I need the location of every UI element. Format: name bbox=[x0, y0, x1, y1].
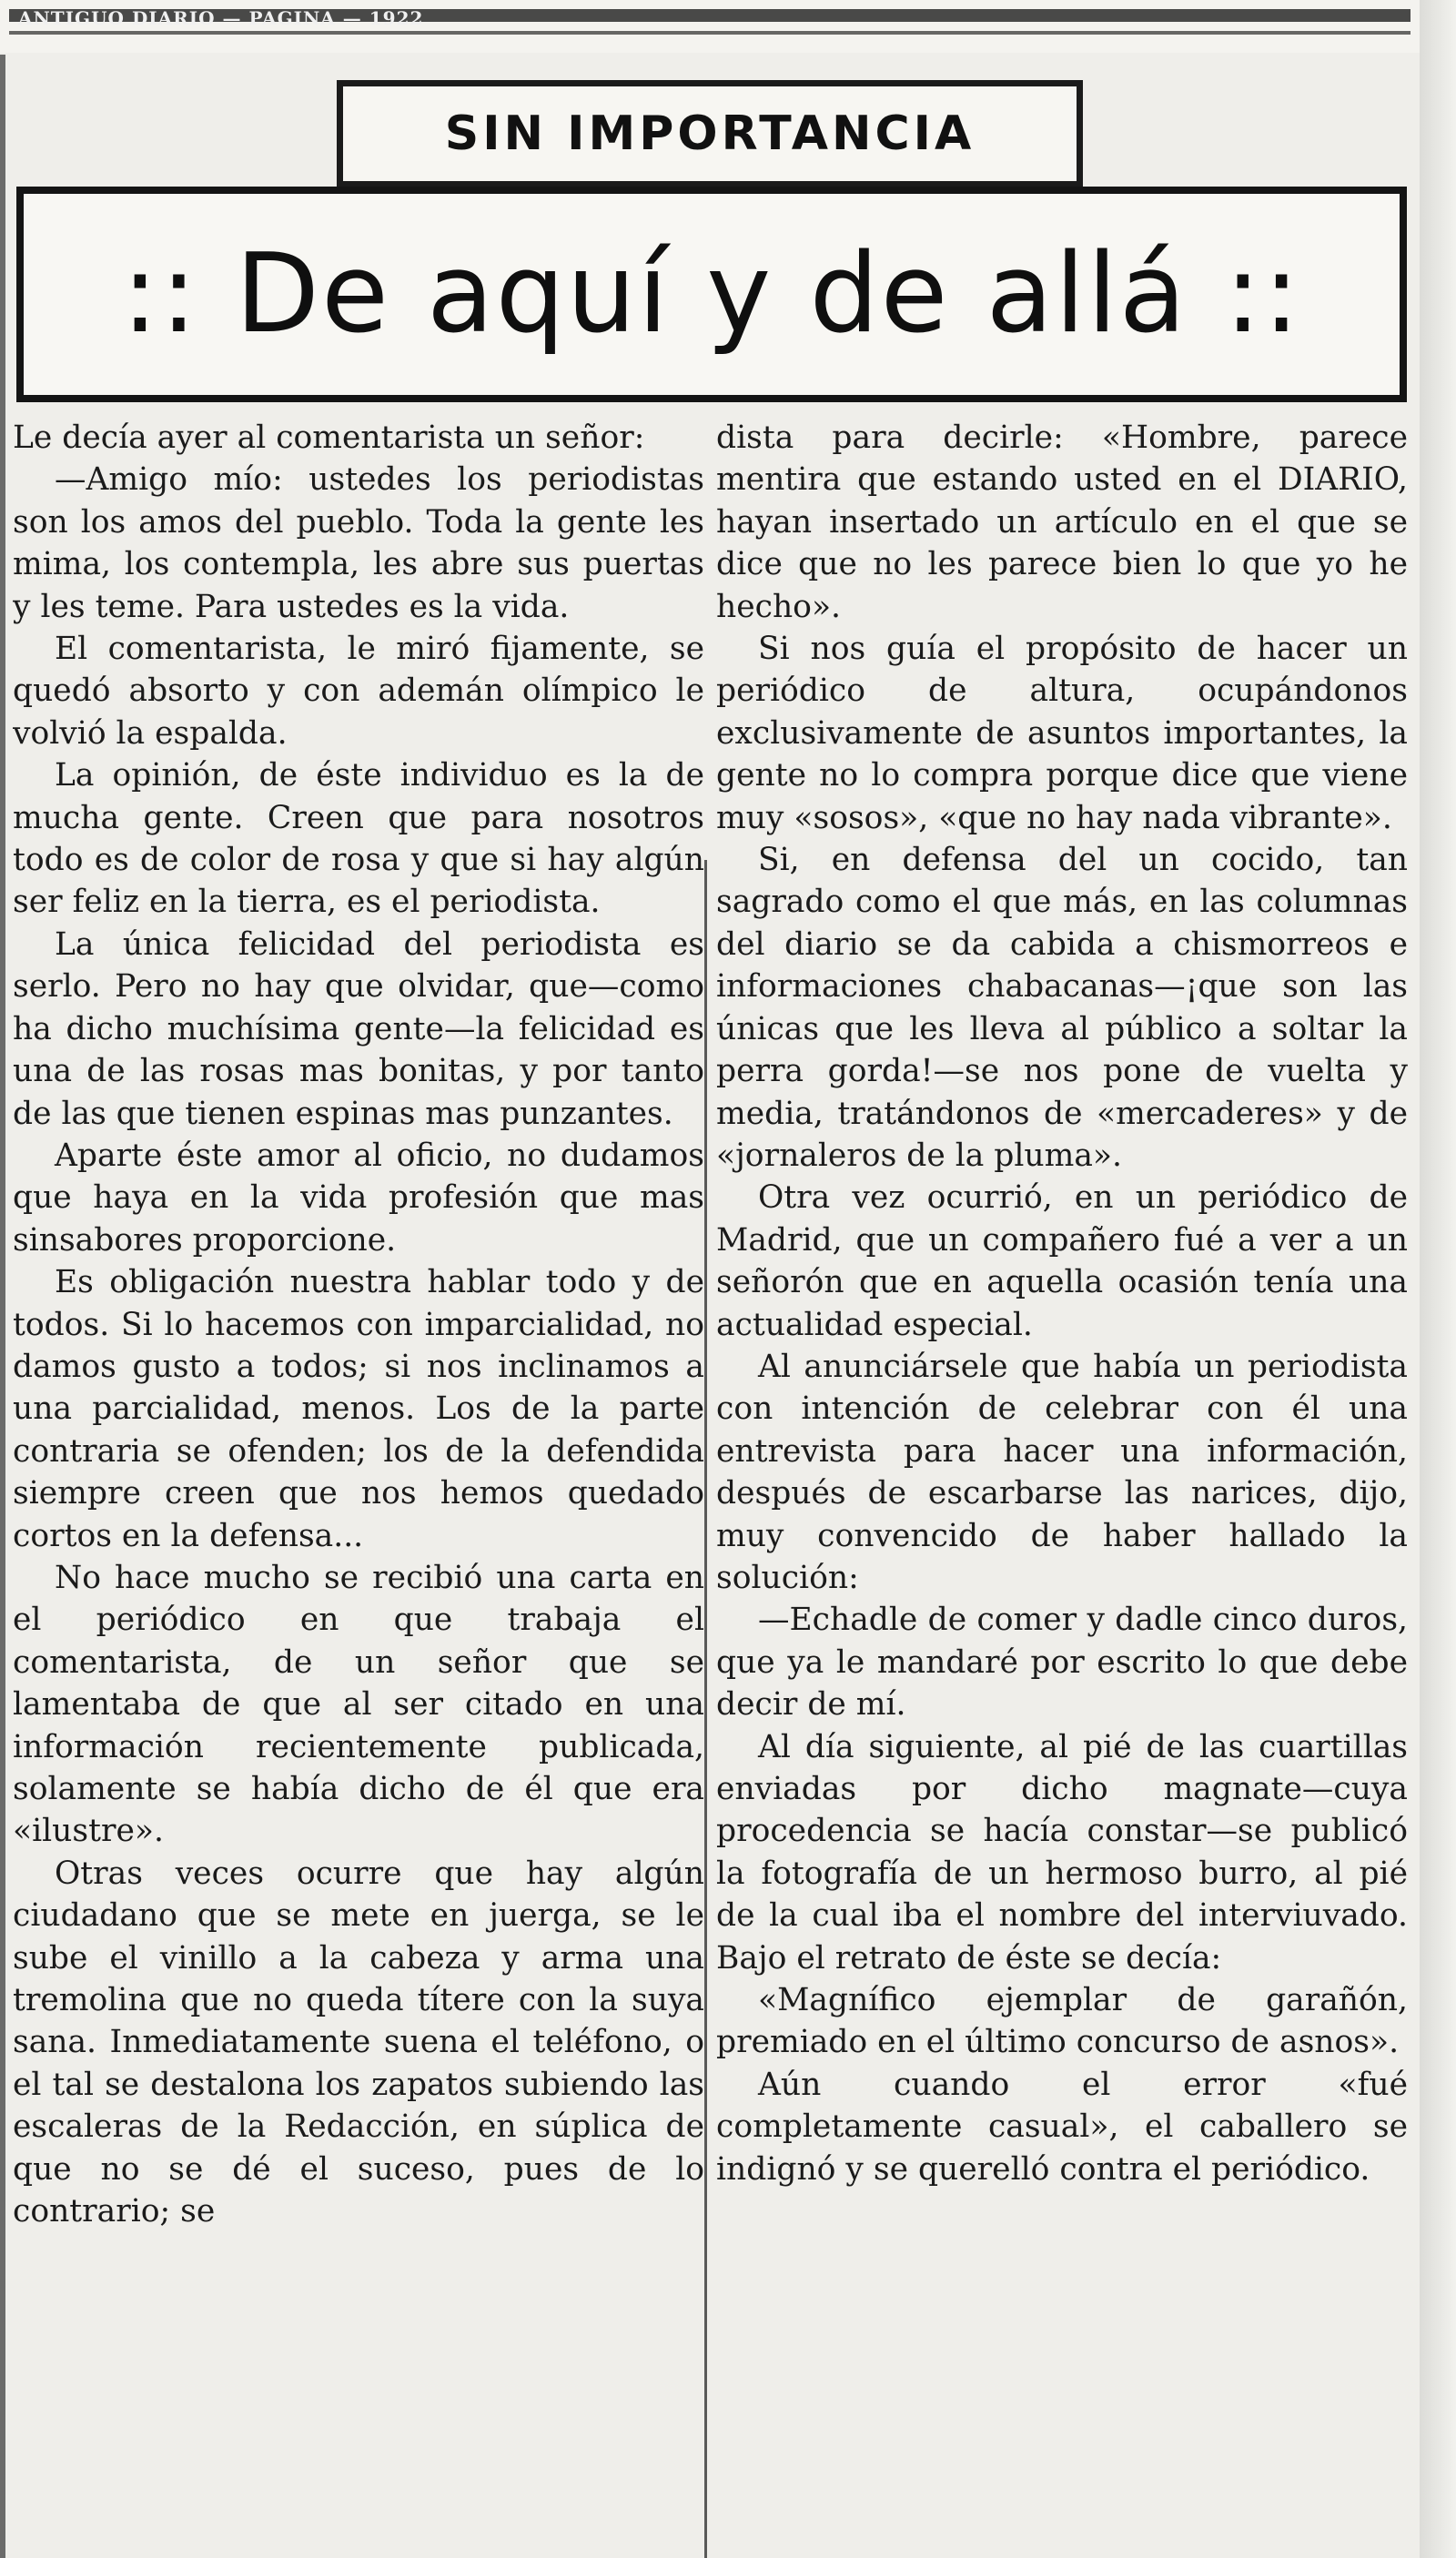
article-column-left bbox=[13, 417, 704, 2558]
headline-box bbox=[16, 187, 1407, 402]
paragraph: La única felicidad del periodista es serlo. Pero no hay que olvidar, que—como ha dicho muchísima gente—la felicidad es una de las rosas mas bonitas, y por tanto de las que tienen espinas mas punzantes. bbox=[13, 925, 704, 1132]
paragraph: La opinión, de éste individuo es la de mucha gente. Creen que para nosotros todo es de color de rosa y que si hay algún ser feliz en la tierra, es el periodista. bbox=[13, 757, 704, 921]
paragraph: Le decía ayer al comentarista un señor: bbox=[13, 420, 645, 456]
section-kicker-box bbox=[337, 80, 1083, 187]
paragraph: Aparte éste amor al oficio, no dudamos que haya en la vida profesión que mas sinsabores proporcione. bbox=[13, 1137, 704, 1259]
article-column-right bbox=[716, 417, 1408, 2558]
paragraph: Otras veces ocurre que hay algún ciudadano que se mete en juerga, se le sube el vinillo a la cabeza y arma una tremolina que no queda títere con la suya sana. Inmediatamente suena el teléfono, o el tal se destalona los zapatos subiendo las escaleras de la Redacción, en súplica de que no se dé el suceso, pues de lo contrario; se bbox=[13, 1855, 704, 2230]
paragraph: Si nos guía el propósito de hacer un periódico de altura, ocupándonos exclusivamente de asuntos importantes, la gente no lo compra porque dice que viene muy «sosos», «que no hay nada vibrante». bbox=[716, 631, 1408, 836]
paragraph: Otra vez ocurrió, en un periódico de Madrid, que un compañero fué a ver a un señorón que en aquella ocasión tenía una actualidad especial. bbox=[716, 1179, 1408, 1343]
paragraph: Es obligación nuestra hablar todo y de todos. Si lo hacemos con imparcialidad, no damos gusto a todos; si nos inclinamos a una parcialidad, menos. Los de la parte contraria se ofenden; los de la defendida siempre creen que nos hemos quedado cortos en la defensa... bbox=[13, 1264, 704, 1554]
masthead-divider bbox=[9, 31, 1410, 35]
paragraph: Si, en defensa del un cocido, tan sagrado como el que más, en las columnas del diario se da cabida a chismorreos e informaciones chabacanas—¡que son las únicas que les lleva al público a soltar la perra gorda!—se nos pone de vuelta y media, tratándonos de «mercaderes» y de «jornaleros de la pluma». bbox=[716, 842, 1408, 1174]
left-page-edge bbox=[0, 55, 5, 2558]
top-masthead-rule bbox=[0, 0, 1456, 53]
paragraph: —Amigo mío: ustedes los periodistas son los amos del pueblo. Toda la gente les mima, los contempla, les abre sus puertas y les teme. Para ustedes es la vida. bbox=[13, 461, 704, 625]
headline-title: :: De aquí y de allá :: bbox=[121, 231, 1302, 358]
right-page-margin bbox=[1420, 0, 1456, 2558]
paragraph: «Magnífico ejemplar de garañón, premiado en el último concurso de asnos». bbox=[716, 1982, 1408, 2061]
column-divider bbox=[704, 860, 707, 2558]
paragraph: dista para decirle: «Hombre, parece mentira que estando usted en el DIARIO, hayan insertado un artículo en el que se dice que no les parece bien lo que yo he hecho». bbox=[716, 420, 1408, 625]
masthead-text: ANTIGUO DIARIO — PAGINA — 1922 bbox=[18, 7, 424, 29]
paragraph: Aún cuando el error «fué completamente casual», el caballero se indignó y se querelló contra el periódico. bbox=[716, 2066, 1408, 2188]
section-kicker: SIN IMPORTANCIA bbox=[444, 106, 976, 161]
paragraph: El comentarista, le miró fijamente, se quedó absorto y con ademán olímpico le volvió la espalda. bbox=[13, 631, 704, 752]
paragraph: —Echadle de comer y dadle cinco duros, que ya le mandaré por escrito lo que debe decir de mí. bbox=[716, 1602, 1408, 1724]
paragraph: No hace mucho se recibió una carta en el periódico en que trabaja el comentarista, de un señor que se lamentaba de que al ser citado en una información recientemente publicada, solamente se había dicho de él que era «ilustre». bbox=[13, 1559, 704, 1850]
paragraph: Al día siguiente, al pié de las cuartillas enviadas por dicho magnate—cuya procedencia se hacía constar—se publicó la fotografía de un hermoso burro, al pié de la cual iba el nombre del interviuvado. Bajo el retrato de éste se decía: bbox=[716, 1728, 1408, 1977]
paragraph: Al anunciársele que había un periodista con intención de celebrar con él una entrevista para hacer una información, después de escarbarse las narices, dijo, muy convencido de haber hallado la solución: bbox=[716, 1348, 1408, 1596]
